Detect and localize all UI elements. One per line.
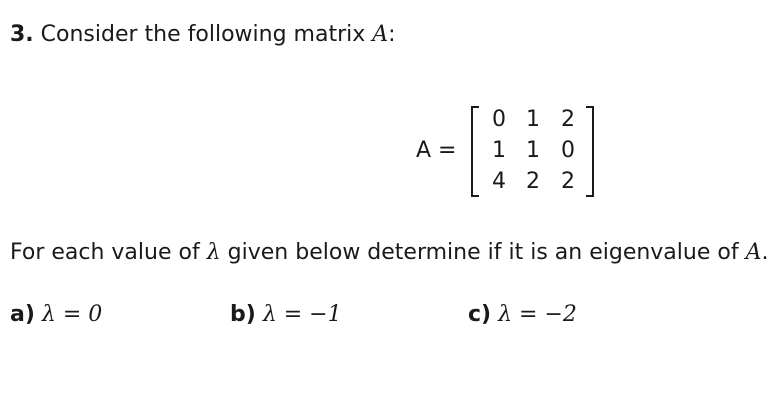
option-a-expr: λ = 0: [41, 302, 103, 327]
matrix-cell-0-1: 1: [526, 107, 540, 132]
option-c: [468, 304, 577, 326]
question-text: [10, 242, 768, 264]
matrix-cell-0-0: 0: [492, 107, 506, 132]
question-matrix-name: A: [745, 240, 762, 265]
matrix-right-bracket: [586, 106, 594, 197]
problem-heading: [10, 24, 396, 46]
problem-matrix-name: A: [372, 22, 389, 47]
problem-colon: :: [388, 22, 396, 47]
matrix-cell-0-2: 2: [561, 107, 575, 132]
question-prefix: For each value of: [10, 240, 200, 265]
matrix-lhs: A =: [416, 138, 457, 163]
option-b-label: b): [230, 302, 256, 327]
lambda-symbol: λ: [206, 240, 221, 265]
question-suffix: .: [761, 240, 769, 265]
matrix-cell-2-2: 2: [561, 169, 575, 194]
option-b: [230, 304, 342, 326]
matrix-cell-2-1: 2: [526, 169, 540, 194]
matrix-left-bracket: [471, 106, 479, 197]
matrix-cell-1-2: 0: [561, 138, 575, 163]
matrix-cell-1-1: 1: [526, 138, 540, 163]
option-c-label: c): [468, 302, 492, 327]
problem-prompt: Consider the following matrix: [40, 22, 366, 47]
matrix-cell-1-0: 1: [492, 138, 506, 163]
option-b-expr: λ = −1: [262, 302, 342, 327]
option-c-expr: λ = −2: [498, 302, 577, 327]
question-middle: given below determine if it is an eigenvalue of: [227, 240, 739, 265]
problem-number: 3.: [10, 22, 34, 47]
option-a: [10, 304, 102, 326]
matrix-cell-2-0: 4: [492, 169, 506, 194]
option-a-label: a): [10, 302, 35, 327]
